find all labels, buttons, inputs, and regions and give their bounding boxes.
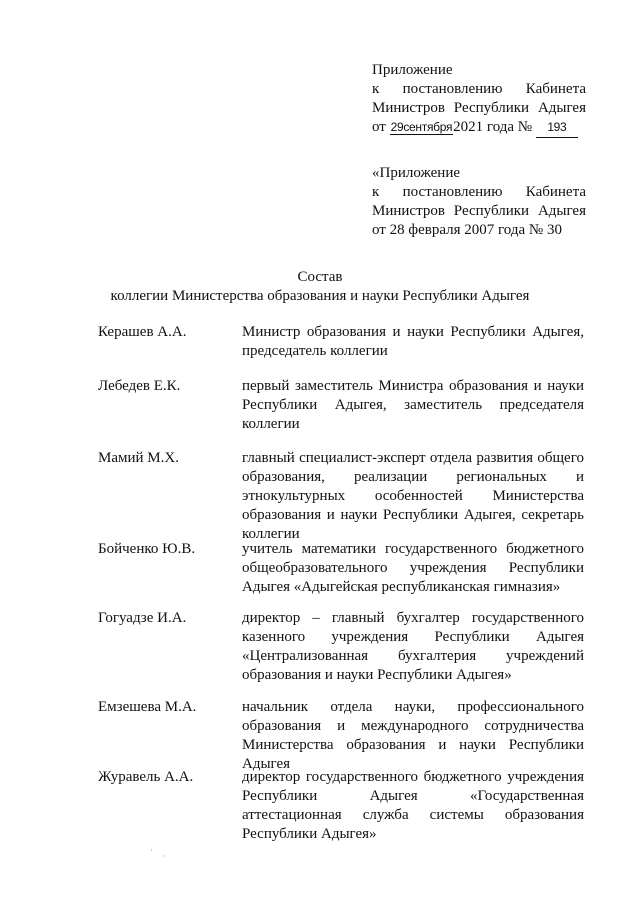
scan-speck: ·	[150, 845, 153, 855]
appendix-word: постановлению	[402, 81, 503, 97]
member-role: директор – главный бухгалтер государственного казенного учреждения Республики Адыгея «Централизованная бухгалтерия учреждений образования и науки Республики Адыгея»	[242, 610, 584, 683]
appendix-word: Республики	[453, 203, 530, 219]
member-name: Гогуадзе И.А.	[98, 610, 187, 626]
appendix-word: Кабинета	[525, 184, 586, 200]
member-role: учитель математики государственного бюджетного общеобразовательного учреждения Республики Адыгея «Адыгейская республиканская гимназия»	[242, 541, 584, 595]
member-role: начальник отдела науки, профессионального образования и международного сотрудничества Министерства образования и науки Республики Адыгея	[242, 699, 584, 772]
date-year: 2021 года №	[453, 119, 533, 135]
appendix-date-line	[372, 118, 586, 138]
member-name: Журавель А.А.	[98, 769, 194, 785]
member-name: Керашев А.А.	[98, 324, 187, 340]
member-role: главный специалист-эксперт отдела развития общего образования, реализации региональных и этнокультурных особенностей Министерства образования и науки Республики Адыгея, секретарь коллегии	[242, 450, 584, 542]
appendix-label: Приложение	[372, 62, 453, 78]
appendix-word: Министров	[372, 100, 445, 116]
appendix-word: к	[372, 81, 380, 97]
scan-speck: ·	[162, 851, 165, 861]
appendix-word: Кабинета	[525, 81, 586, 97]
member-name: Емзешева М.А.	[98, 699, 197, 715]
appendix-line-3	[372, 202, 586, 221]
date-prefix: от	[372, 119, 386, 135]
member-name: Бойченко Ю.В.	[98, 541, 196, 557]
member-role: Министр образования и науки Республики Адыгея, председатель коллегии	[242, 324, 584, 359]
document-title: Состав	[297, 269, 343, 285]
appendix-line-2	[372, 183, 586, 202]
appendix-line-2	[372, 80, 586, 99]
appendix-word: к	[372, 184, 380, 200]
member-role: первый заместитель Министра образования и науки Республики Адыгея, заместитель председателя коллегии	[242, 378, 584, 432]
member-name: Мамий М.Х.	[98, 450, 179, 466]
handwritten-date: 29сентября	[390, 120, 453, 134]
appendix-word: Республики	[453, 100, 530, 116]
appendix-line-3	[372, 99, 586, 118]
handwritten-number: 193	[536, 118, 578, 138]
appendix-word: Министров	[372, 203, 445, 219]
appendix-label: «Приложение	[372, 165, 461, 181]
member-role: директор государственного бюджетного учреждения Республики Адыгея «Государственная аттестационная служба системы образования Республики Адыгея»	[242, 769, 584, 842]
appendix-header-original	[372, 164, 586, 240]
appendix-word: Адыгея	[537, 203, 586, 219]
appendix-header-current	[372, 61, 586, 138]
member-name: Лебедев Е.К.	[98, 378, 181, 394]
appendix-word: постановлению	[402, 184, 503, 200]
document-subtitle: коллегии Министерства образования и науки Республики Адыгея	[110, 288, 530, 304]
appendix-word: Адыгея	[537, 100, 586, 116]
appendix-date-line: от 28 февраля 2007 года № 30	[372, 222, 562, 238]
